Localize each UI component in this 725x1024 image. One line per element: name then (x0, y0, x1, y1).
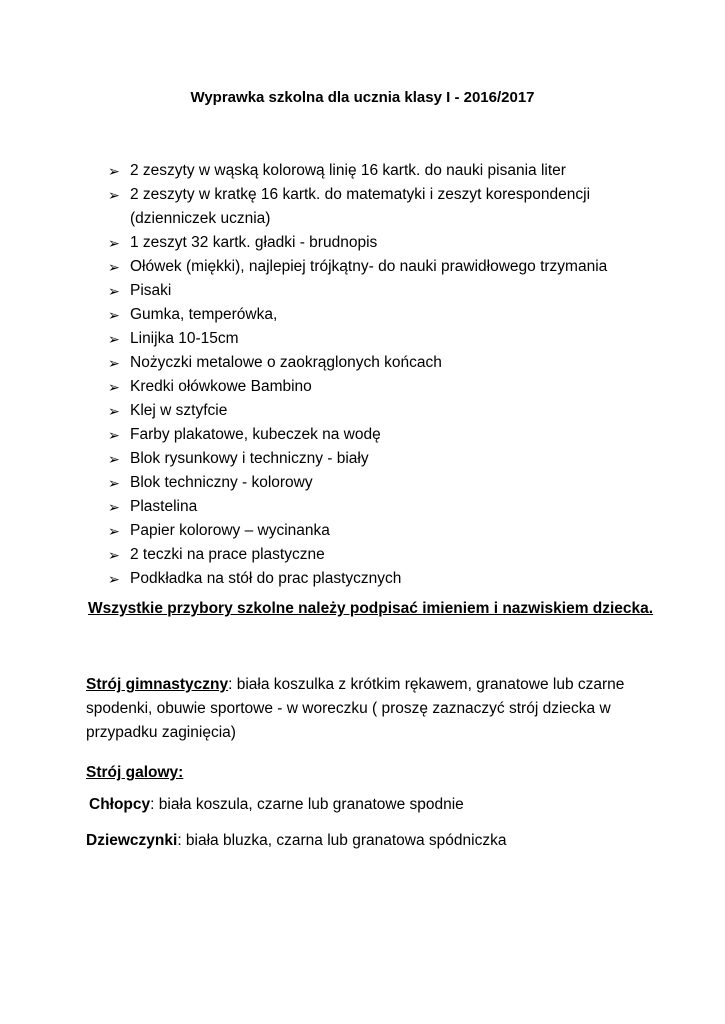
list-item-text: 2 zeszyty w kratkę 16 kartk. do matematyki i zeszyt korespondencji (dzienniczek ucznia) (130, 186, 591, 227)
arrow-bullet-icon: ➢ (108, 379, 120, 395)
list-item-text: Klej w sztyfcie (130, 402, 228, 419)
list-item (108, 231, 668, 255)
list-item-text: Podkładka na stół do prac plastycznych (130, 570, 402, 587)
gym-outfit-paragraph (86, 673, 646, 745)
formal-outfit-label: Strój galowy: (86, 764, 184, 781)
list-item-text: 1 zeszyt 32 kartk. gładki - brudnopis (130, 234, 378, 251)
gym-outfit-label: Strój gimnastyczny (86, 676, 229, 693)
gym-outfit-text: : biała koszulka z krótkim rękawem, granatowe lub czarne spodenki, obuwie sportowe - w woreczku ( proszę zaznaczyć strój dziecka w przypadku zaginięcia) (86, 676, 625, 741)
list-item (108, 279, 668, 303)
arrow-bullet-icon: ➢ (108, 283, 120, 299)
list-item-text: Plastelina (130, 498, 198, 515)
list-item (108, 327, 668, 351)
arrow-bullet-icon: ➢ (108, 355, 120, 371)
boys-text: : biała koszula, czarne lub granatowe spodnie (150, 796, 464, 813)
list-item-text: Farby plakatowe, kubeczek na wodę (130, 426, 381, 443)
arrow-bullet-icon: ➢ (108, 427, 120, 443)
formal-outfit-heading (86, 761, 646, 785)
list-item (108, 519, 668, 543)
arrow-bullet-icon: ➢ (108, 475, 120, 491)
list-item (108, 183, 668, 231)
list-item-text: Kredki ołówkowe Bambino (130, 378, 312, 395)
list-item-text: Ołówek (miękki), najlepiej trójkątny- do nauki prawidłowego trzymania (130, 258, 608, 275)
list-item (108, 159, 668, 183)
list-item (108, 567, 668, 591)
list-item (108, 303, 668, 327)
list-item-text: 2 teczki na prace plastyczne (130, 546, 325, 563)
girls-outfit-paragraph (86, 829, 646, 853)
arrow-bullet-icon: ➢ (108, 523, 120, 539)
arrow-bullet-icon: ➢ (108, 259, 120, 275)
girls-text: : biała bluzka, czarna lub granatowa spódniczka (177, 832, 507, 849)
list-item (108, 495, 668, 519)
list-item-text: Pisaki (130, 282, 172, 299)
arrow-bullet-icon: ➢ (108, 307, 120, 323)
list-item-text: Blok techniczny - kolorowy (130, 474, 313, 491)
arrow-bullet-icon: ➢ (108, 163, 120, 179)
list-item-text: Blok rysunkowy i techniczny - biały (130, 450, 369, 467)
boys-outfit-paragraph (89, 793, 649, 817)
girls-label: Dziewczynki (86, 832, 178, 849)
arrow-bullet-icon: ➢ (108, 451, 120, 467)
supply-list (108, 159, 668, 591)
list-item (108, 423, 668, 447)
list-item (108, 543, 668, 567)
arrow-bullet-icon: ➢ (108, 571, 120, 587)
arrow-bullet-icon: ➢ (108, 403, 120, 419)
arrow-bullet-icon: ➢ (108, 235, 120, 251)
list-item (108, 471, 668, 495)
list-item-text: Papier kolorowy – wycinanka (130, 522, 330, 539)
list-item (108, 399, 668, 423)
list-item-text: Nożyczki metalowe o zaokrąglonych końcach (130, 354, 442, 371)
arrow-bullet-icon: ➢ (108, 547, 120, 563)
list-item-text: Gumka, temperówka, (130, 306, 278, 323)
arrow-bullet-icon: ➢ (108, 187, 120, 203)
list-item (108, 447, 668, 471)
list-item (108, 351, 668, 375)
list-item-text: 2 zeszyty w wąską kolorową linię 16 kartk. do nauki pisania liter (130, 162, 566, 179)
boys-label: Chłopcy (89, 796, 151, 813)
document-title: Wyprawka szkolna dla ucznia klasy I - 2016/2017 (190, 89, 535, 106)
list-item (108, 255, 668, 279)
list-item-text: Linijka 10-15cm (130, 330, 239, 347)
signing-note: Wszystkie przybory szkolne należy podpisać imieniem i nazwiskiem dziecka. (88, 600, 654, 617)
list-item (108, 375, 668, 399)
arrow-bullet-icon: ➢ (108, 331, 120, 347)
arrow-bullet-icon: ➢ (108, 499, 120, 515)
